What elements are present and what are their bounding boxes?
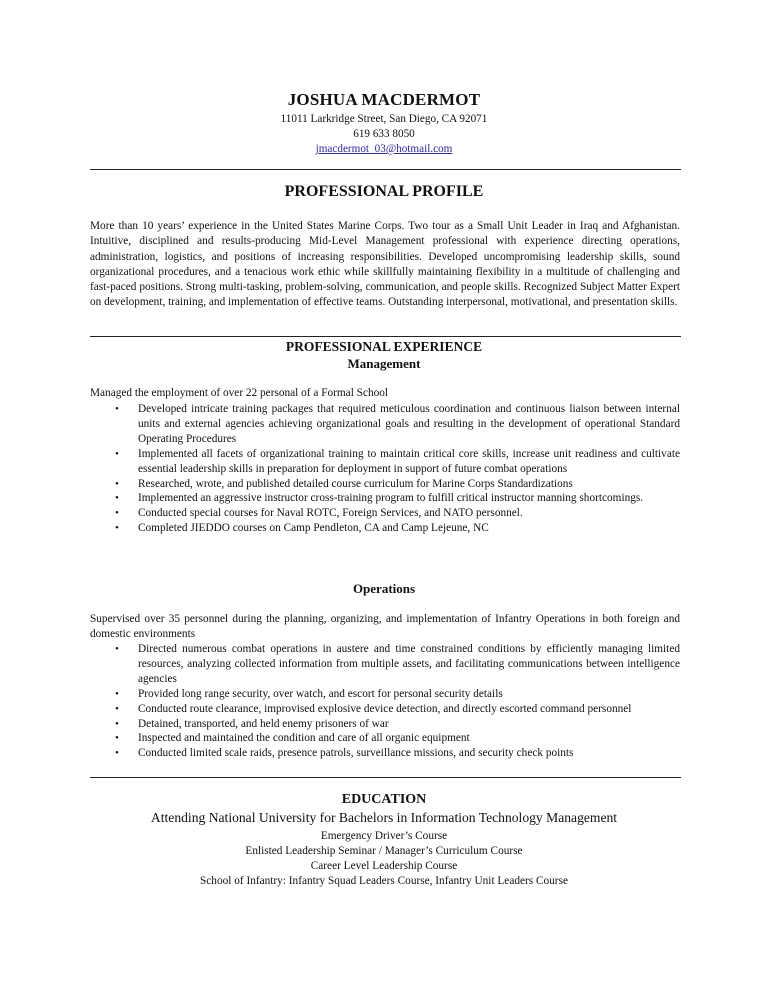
bullet-icon: •	[115, 717, 119, 730]
operations-subheading: Operations	[352, 581, 416, 596]
bullet-icon: •	[115, 732, 119, 745]
profile-heading: PROFESSIONAL PROFILE	[284, 183, 484, 200]
bullet-icon: •	[115, 702, 119, 715]
course: School of Infantry: Infantry Squad Leaders Course, Infantry Unit Leaders Course	[200, 875, 568, 887]
list-item: • Implemented an aggressive instructor cross-training program to fulfill critical instructor manning shortcomings.	[115, 492, 644, 505]
divider	[90, 336, 681, 337]
email-wrapper	[0, 142, 768, 157]
bullet-icon: •	[115, 447, 119, 460]
experience-heading: PROFESSIONAL EXPERIENCE	[285, 339, 483, 354]
bullet-icon: •	[115, 403, 119, 415]
bullet-icon: •	[115, 687, 119, 700]
management-list	[90, 402, 680, 536]
course: Career Level Leadership Course	[310, 860, 458, 872]
degree: Attending National University for Bachelors in Information Technology Management	[150, 810, 618, 825]
list-item: • Provided long range security, over watch, and escort for personal security details	[115, 687, 503, 700]
profile-text: More than 10 years’ experience in the United States Marine Corps. Two tour as a Small Unit Leader in Iraq and Afghanistan. Intuitive, disciplined and results-producing Mid-Level Management professional with experience directing operations, administration, logistics, and positions of increasing responsibilities. Developed uncompromising leadership skills, sound organizational procedures, and a tenacious work ethic while skillfully maintaining flexibility in a multitude of challenging and fast-paced positions. Strong multi-tasking, problem-solving, communication, and people skills. Recognized Subject Matter Expert on development, training, and implementation of effective teams. Outstanding interpersonal, motivational, and presentation skills.	[90, 220, 680, 309]
management-subheading: Management	[347, 356, 421, 371]
management-intro: Managed the employment of over 22 personal of a Formal School	[90, 387, 389, 399]
bullet-icon: •	[115, 747, 119, 760]
operations-intro: Supervised over 35 personnel during the planning, organizing, and implementation of Infantry Operations in both foreign and domestic environments	[90, 613, 680, 640]
bullet-icon: •	[115, 507, 119, 520]
list-item: • Directed numerous combat operations in austere and time constrained conditions by efficiently managing limited resources, analyzing collected information from multiple assets, and facilitating communications between intelligence agencies	[115, 643, 680, 685]
divider	[90, 777, 681, 778]
list-item: • Completed JIEDDO courses on Camp Pendleton, CA and Camp Lejeune, NC	[115, 522, 489, 535]
bullet-icon: •	[115, 477, 119, 490]
list-item: • Conducted limited scale raids, presence patrols, surveillance missions, and security check points	[115, 747, 574, 760]
address: 11011 Larkridge Street, San Diego, CA 92071	[280, 113, 488, 125]
list-item: • Researched, wrote, and published detailed course curriculum for Marine Corps Standardizations	[115, 477, 573, 490]
course: Enlisted Leadership Seminar / Manager’s Curriculum Course	[245, 845, 523, 857]
phone: 619 633 8050	[353, 128, 415, 140]
list-item: • Inspected and maintained the condition and care of all organic equipment	[115, 732, 470, 745]
operations-list	[90, 642, 680, 761]
candidate-name: JOSHUA MACDERMOT	[287, 90, 481, 109]
list-item: • Developed intricate training packages that required meticulous coordination and continuous liaison between internal units and external agencies achieving organizational goals and resulting in the development of operational Standard Operating Procedures	[115, 403, 680, 445]
list-item: • Conducted route clearance, improvised explosive device detection, and directly escorted command personnel	[115, 702, 632, 715]
divider	[90, 169, 681, 170]
course: Emergency Driver’s Course	[320, 830, 448, 842]
list-item: • Detained, transported, and held enemy prisoners of war	[115, 717, 389, 730]
bullet-icon: •	[115, 492, 119, 505]
bullet-icon: •	[115, 522, 119, 535]
email-link[interactable]: jmacdermot_03@hotmail.com	[315, 143, 453, 155]
list-item: • Conducted special courses for Naval ROTC, Foreign Services, and NATO personnel.	[115, 507, 523, 520]
education-heading: EDUCATION	[341, 792, 427, 807]
bullet-icon: •	[115, 643, 119, 655]
list-item: • Implemented all facets of organizational training to maintain critical core skills, increase unit readiness and cultivate essential leadership skills in preparation for deployment in support of future combat operations	[115, 447, 680, 475]
